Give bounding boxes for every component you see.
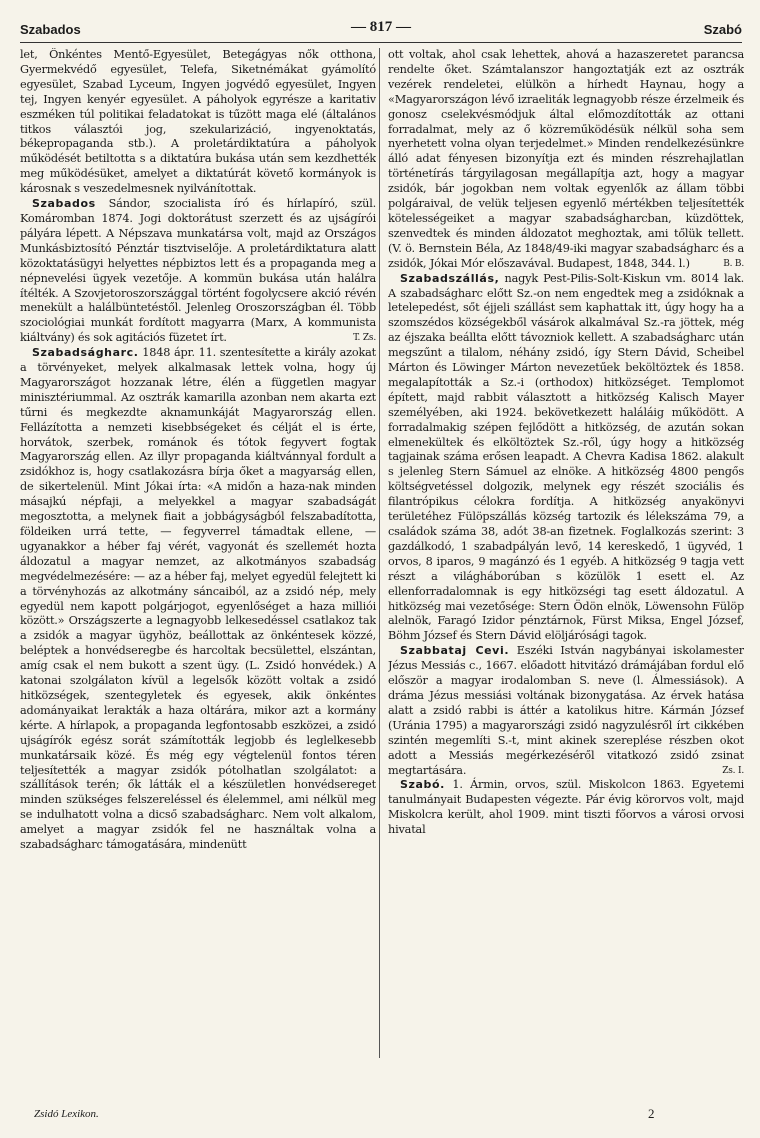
author-signature: Zs. I. [722,765,744,776]
header-rule [20,42,742,43]
author-signature: T. Zs. [353,333,376,344]
column-divider [379,48,380,1058]
paragraph-continuation-right [388,48,744,272]
headword-szabados: Szabados [32,197,96,211]
entry-text-szabadszallas: nagyk Pest-Pilis-Solt-Kiskun vm. 8014 lak. A szabadságharc előtt Sz.-on nem engedtek meg a zsidóknak a letelepedést, sőt éjjeli szállást sem kaphattak itt, úgy hogy ha a szomszédos községekből vásárok alkalmával Sz.-ra jöttek, még az éjszaka beállta előtt távozniok kellett. A szabadságharc után megszűnt a tilalom, néhány zsidó, így Stern Dávid, Scheibel Márton és Löwinger Márton nevezetűek beköltöztek és 1858. megalapították a Sz.-i (orthodox) hitközséget. Templomot épített, majd rabbit választott a hitközség Kalisch Mayer személyében, aki 1924. bekövetkezett haláláig működött. A forradalmakig szépen fejlődött a hitközség, de azután sokan elmenekültek és elköltöztek Sz.-ről, úgy hogy a hitközség tagjainak száma erősen leapadt. A Chevra Kadisa 1862. alakult s jelenleg Stern Sámuel az elnöke. A hitközség 4800 pengős költségvetéssel dolgozik, melynek egy részét szociális és filantrópikus célokra fordítja. A hitközség anyakönyvi területéhez Fülöpszállás község tartozik és lélekszáma 79, a családok száma 38, adót 38-an fizetnek. Foglalkozás szerint: 3 gazdálkodó, 1 szabadpályán levő, 14 kereskedő, 1 ügyvéd, 1 orvos, 8 iparos, 9 magánzó és 1 egyéb. A hitközség 9 tagja vett részt a világháborúban s közülök 1 esett el. Az ellenforradalomnak is egy hitközségi tag esett áldozatul. A hitközség mai vezetősége: Stern Ödön elnök, Löwensohn Fülöp alelnök, Faragó Izidor pénztárnok, Fürst Miksa, Engel József, Böhm József és Stern Dávid elöljárósági tagok. [388,271,744,643]
footer-signature-mark: Zsidó Lexikon. [34,1108,99,1120]
entry-szabadszallas [388,272,744,645]
headword-szabbataj: Szabbataj Cevi. [400,644,510,658]
header-right-word: Szabó [703,22,742,37]
entry-text-continuation: ott voltak, ahol csak lehettek, ahová a hazaszeretet parancsa rendelte őket. Számtalanszor hangoztatják ezt az osztrák vezérek rendeletei, elülkön a hírhedt Haynau, hogy a «Magyarországon lévő izraeliták legnagyobb része érzelmeik és gonosz cselekvésmódjuk által előmozdították az ottani forradalmat, mely az ő közreműködésük nélkül soha sem nyerhetett volna olyan terjedelmet.» Minden rendelkezésünkre álló adat fényesen bizonyítja ezt és minden részrehajlatlan történetírás tárgyilagosan megállapítja azt, hogy a magyar zsidók, bár jogokban nem voltak egyenlők az állam többi polgáraival, de velük teljesen egyenlő mértékben teljesítették kötelességeiket a magyar szabadságharcban, küzdöttek, szenvedtek és minden áldozatot meghoztak, ami tőlük tellett. (V. ö. Bernstein Béla, Az 1848/49-iki magyar szabadságharc és a zsidók, Jókai Mór előszavával. Budapest, 1848, 344. l.) [388,48,744,270]
page-number: — 817 — [351,19,411,35]
footer-sheet-number: 2 [648,1106,655,1121]
entry-szabadsagharc [20,346,376,853]
paragraph-continuation: let, Önkéntes Mentő-Egyesület, Betegágyas nők otthona, Gyermekvédő egyesület, Telefa, Siketnémákat gyámolító egyesület, Szabad Lyceum, Ingyen jogvédő egyesület, Ingyen tej, Ingyen kenyér egyesület. A páholyok egyrésze a karitativ eszméken túl politikai feladatokat is tűzött maga elé (általános titkos választói jog, szekularizáció, ingyenoktatás, békepropaganda stb.). A proletárdiktatúra a páholyok működését betiltotta s a diktatúra bukása után sem kezdhették meg működésüket, amelyet a diktatúrát követő kormányok is károsnak s veszedelmesnek nyilvánítottak. [20,48,376,196]
running-header [20,16,742,40]
headword-szabadsagharc: Szabadságharc. [32,346,139,360]
headword-szabo: Szabó. [400,778,445,792]
entry-szabbataj [388,644,744,778]
headword-szabadszallas: Szabadszállás, [400,271,500,285]
entry-text-szabados: Sándor, szocialista író és hírlapíró, szül. Komáromban 1874. Jogi doktorátust szerzett és az ujságírói pályára lépett. A Népszava munkatársa volt, majd az Országos Munkásbiztosító Pénztár tisztviselője. A proletárdiktatura alatt közoktatásügyi helyettes népbiztos lett és a propaganda meg a népnevelési ügyek vezetője. A kommün bukása után halálra ítélték. A Szovjetoroszországgal történt fogolycsere akció révén menekült a halálbüntetéstől. Jelenleg Oroszországban él. Több szociológiai munkát fordított magyarra (Marx, A kommunista kiáltvány) és sok agitációs füzetet írt. [20,197,376,345]
entry-text-szabadsagharc: 1848 ápr. 11. szentesítette a király azokat a törvényeket, melyek alkalmasak lettek volna, hogy új Magyarországot hozzanak létre, élén a független magyar minisztériummal. Az osztrák kamarilla azonban nem akarta ezt tűrni és megkezdte aknamunkáját Magyarország ellen. Fellázította a nemzeti kisebbségeket és célját el is érte, horvátok, szerbek, románok és tótok fegyvert fogtak Magyarország ellen. Az illyr propaganda kiáltvánnyal fordult a zsidókhoz is, hogy csatlakozásra bírja őket a magyarság ellen, de sikertelenül. Mint Jókai írta: «A midőn a haza-nak minden másajkú népfaji, a melyekkel a magyar szabadságát megosztotta, a melynek fiait a jobbágyságból felszabadította, földeiken urrá tette, — fegyverrel támadtak ellene, — ugyanakkor a héber faj vérét, vagyonát és szellemét hozta áldozatul a magyar nemzet, az alkotmányos szabadság megvédelmezésére: — az a héber faj, melyet egyedül felejtett ki a törvényhozás az alkotmány sáncaiból, az a zsidó nép, mely egyedül nem kapott polgárjogot, egyenlőséget a haza milliói között.» Országszerte a legnagyobb lelkesedéssel csatlakoz tak a zsidók a magyar ügyhöz, beállottak az önkéntesek közzé, beléptek a honvédseregbe és harcoltak becsülettel, elszántan, amíg csak el nem bukott a szent ügy. (L. Zsidó honvédek.) A katonai szolgálaton kívül a legelsők között voltak a zsidó hitközségek, szentegyletek és egyesek, akik önkéntes adományaikat lerakták a haza oltárára, mikor azt a kormány kérte. A hírlapok, a propaganda legfontosabb eszközei, a zsidó ujságírók egész sorát számították legjobb és leglelkesebb munkatársaik közé. És még egy végtelenül fontos téren teljesítették a magyar zsidók pótolhatlan szolgálatot: a szállítások terén; ők látták el a készületlen honvédsereget minden szükséges felszereléssel és élelemmel, ami nélkül meg se indulhatott volna a dicső szabadságharc. Nem volt alkalom, amelyet a magyar zsidók fel ne használtak volna a szabadságharc támogatására, mindenütt [20,346,376,852]
header-left-word: Szabados [20,22,81,37]
entry-szabo [388,778,744,838]
left-column [20,48,376,1068]
entry-text-szabo: 1. Ármin, orvos, szül. Miskolcon 1863. Egyetemi tanulmányait Budapesten végezte. Pár évig körorvos volt, majd Miskolcra került, ahol 1909. mint tiszti főorvos a városi orvosi hivatal [388,778,744,837]
author-signature: B. B. [723,258,744,269]
entry-text-szabbataj: Eszéki István nagybányai iskolamester Jézus Messiás c., 1667. előadott hitvitázó drámájában fordul elő először a magyar irodalomban S. neve (l. Álmessiások). A dráma Jézus messiási voltának bizonygatása. Az érvek hatása alatt a zsidó rabbi is áttér a katolikus hitre. Kármán József (Uránia 1795) a magyarországi zsidó nagyzulésről írt cikkében szintén megemlíti S.-t, mint akinek szereplése részben okot adott a Messiás megérkezéséről vitatkozó zsidó zsinat megtartására. [388,644,744,777]
right-column [388,48,744,1068]
entry-szabados [20,197,376,346]
